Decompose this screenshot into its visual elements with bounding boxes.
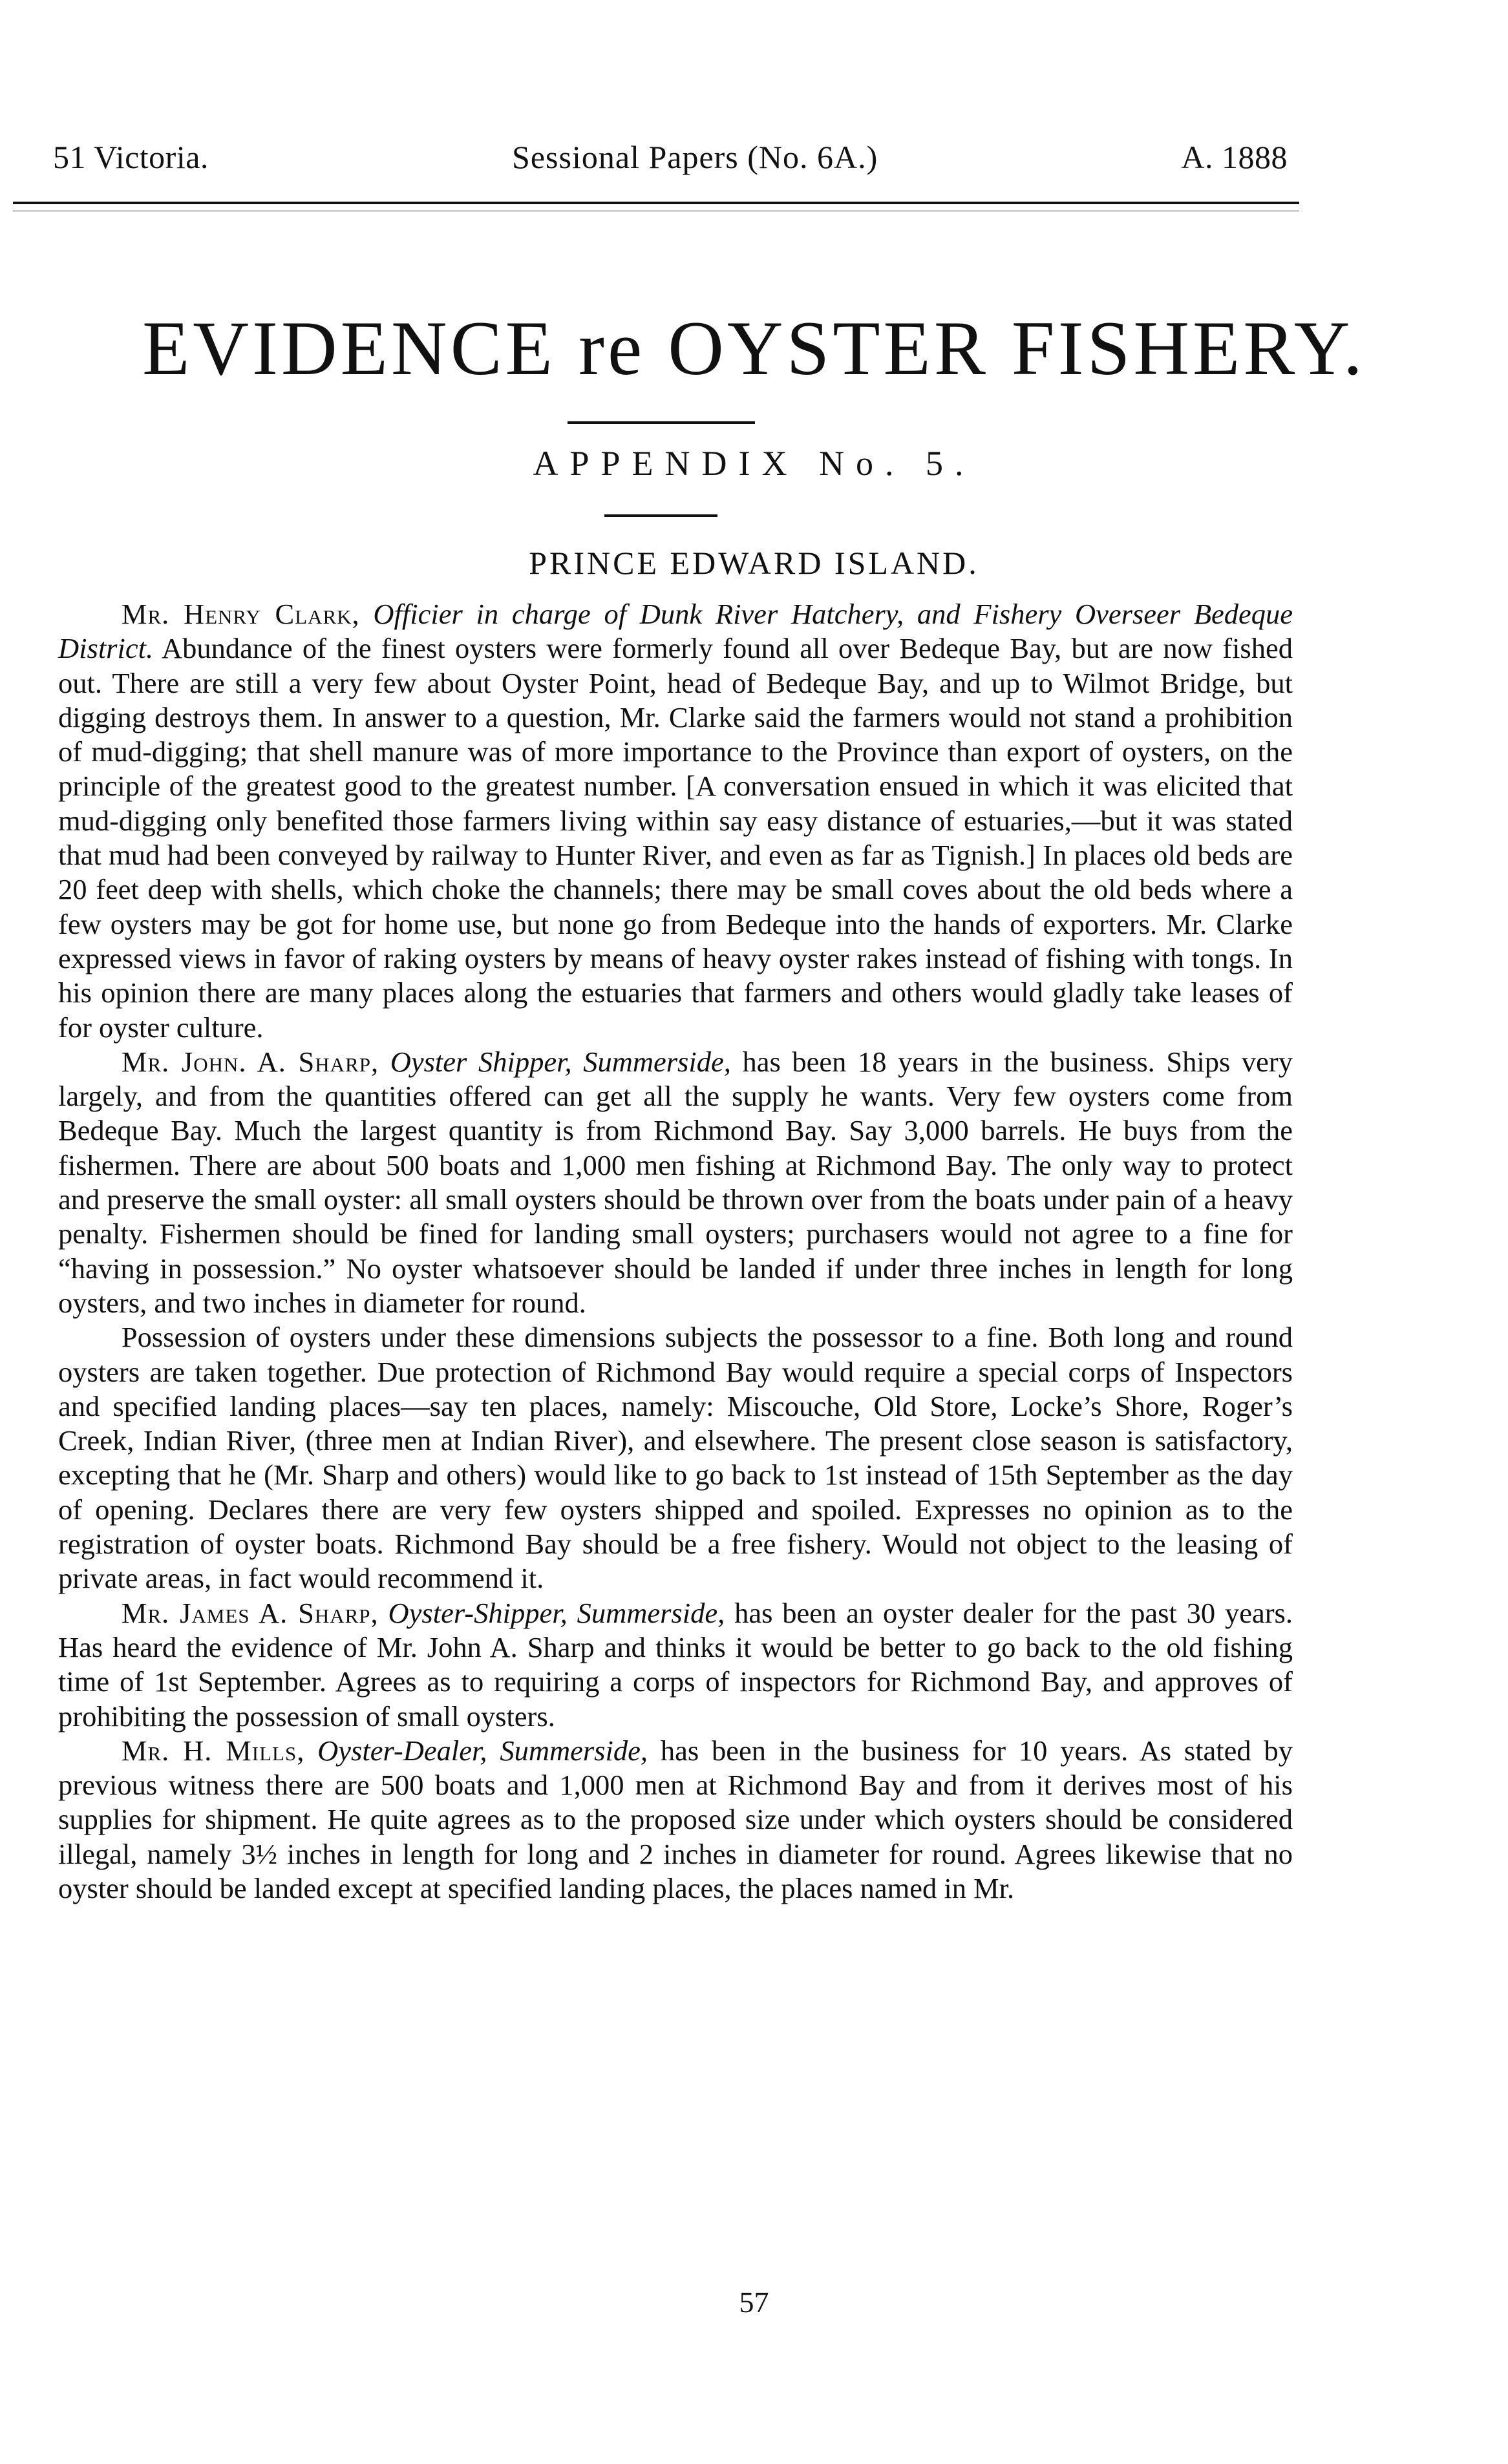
witness-name: Mr. H. Mills,: [121, 1734, 305, 1767]
witness-role: Oyster-Shipper, Summerside,: [388, 1596, 725, 1629]
witness-role: Oyster Shipper, Summerside,: [390, 1045, 731, 1078]
paragraph-james-sharp: [58, 1596, 1293, 1734]
paragraph-possession: [58, 1320, 1293, 1595]
header-rule: [13, 202, 1299, 204]
appendix-heading: APPENDIX No. 5.: [533, 444, 975, 483]
paragraph-henry-clark: [58, 597, 1293, 1045]
title-divider: [568, 421, 755, 424]
body-text: [58, 597, 1293, 1906]
header-sessional-papers: Sessional Papers (No. 6A.): [512, 139, 878, 175]
appendix-divider: [604, 514, 717, 517]
witness-name: Mr. Henry Clark,: [121, 598, 360, 630]
witness-role: Officier in charge of Dunk River Hatchery, and Fishery Overseer Bedeque District.: [58, 598, 1293, 665]
testimony-text: Possession of oysters under these dimensions subjects the possessor to a fine. Both long and round oysters are taken together. Due protection of Richmond Bay would require a special corps of Inspectors and specified landing places—say ten places, namely: Miscouche, Old Store, Locke’s Shore, Roger’s Creek, Indian River, (three men at Indian River), and elsewhere. The present close season is satisfactory, excepting that he (Mr. Sharp and others) would like to go back to 1st instead of 15th September as the day of opening. Declares there are very few oysters shipped and spoiled. Expresses no opinion as to the registration of oyster boats. Richmond Bay should be a free fishery. Would not object to the leasing of private areas, in fact would recommend it.: [58, 1321, 1293, 1595]
header-year: A. 1888: [1181, 139, 1288, 175]
paragraph-john-sharp: [58, 1045, 1293, 1320]
witness-role: Oyster-Dealer, Summerside,: [317, 1734, 648, 1767]
witness-name: Mr. James A. Sharp,: [121, 1596, 379, 1629]
testimony-text: Abundance of the finest oysters were formerly found all over Bedeque Bay, but are now fished out. There are still a very few about Oyster Point, head of Bedeque Bay, and up to Wilmot Bridge, but digging destroys them. In answer to a question, Mr. Clarke said the farmers would not stand a prohibition of mud-digging; that shell manure was of more importance to the Province than export of oysters, on the principle of the greatest good to the greatest number. [A conversation ensued in which it was elicited that mud-digging only benefited those farmers living within say easy distance of estuaries,—but it was stated that mud had been conveyed by railway to Hunter River, and even as far as Tignish.] In places old beds are 20 feet deep with shells, which choke the channels; there may be small coves about the old beds where a few oysters may be got for home use, but none go from Bedeque into the hands of exporters. Mr. Clarke expressed views in favor of raking oysters by means of heavy oyster rakes instead of fishing with tongs. In his opinion there are many places along the estuaries that farmers and others would gladly take leases of for oyster culture.: [58, 632, 1293, 1044]
running-header: [53, 138, 1288, 176]
header-session: 51 Victoria.: [53, 139, 209, 175]
testimony-text: has been an oyster dealer for the past 30 years. Has heard the evidence of Mr. John A. Sharp and thinks it would be better to go back to the old fishing time of 1st September. Agrees as to requiring a corps of inspectors for Richmond Bay, and approves of prohibiting the possession of small oysters.: [58, 1596, 1293, 1732]
page-title: EVIDENCE re OYSTER FISHERY.: [142, 305, 1366, 391]
testimony-text: has been in the business for 10 years. As stated by previous witness there are 500 boats and 1,000 men at Richmond Bay and from it derives most of his supplies for shipment. He quite agrees as to the proposed size under which oysters should be considered illegal, namely 3½ inches in length for long and 2 inches in diameter for round. Agrees likewise that no oyster should be landed except at specified landing places, the places named in Mr.: [58, 1734, 1293, 1904]
page-number: 57: [739, 2286, 769, 2319]
section-subheading: PRINCE EDWARD ISLAND.: [529, 545, 979, 581]
witness-name: Mr. John. A. Sharp,: [121, 1045, 379, 1078]
paragraph-h-mills: [58, 1734, 1293, 1906]
testimony-text: has been 18 years in the business. Ships very largely, and from the quantities offered can get all the supply he wants. Very few oysters come from Bedeque Bay. Much the largest quantity is from Richmond Bay. Say 3,000 barrels. He buys from the fishermen. There are about 500 boats and 1,000 men fishing at Richmond Bay. The only way to protect and preserve the small oyster: all small oysters should be thrown over from the boats under pain of a heavy penalty. Fishermen should be fined for landing small oysters; purchasers would not agree to a fine for “having in possession.” No oyster whatsoever should be landed if under three inches in length for long oysters, and two inches in diameter for round.: [58, 1045, 1293, 1319]
